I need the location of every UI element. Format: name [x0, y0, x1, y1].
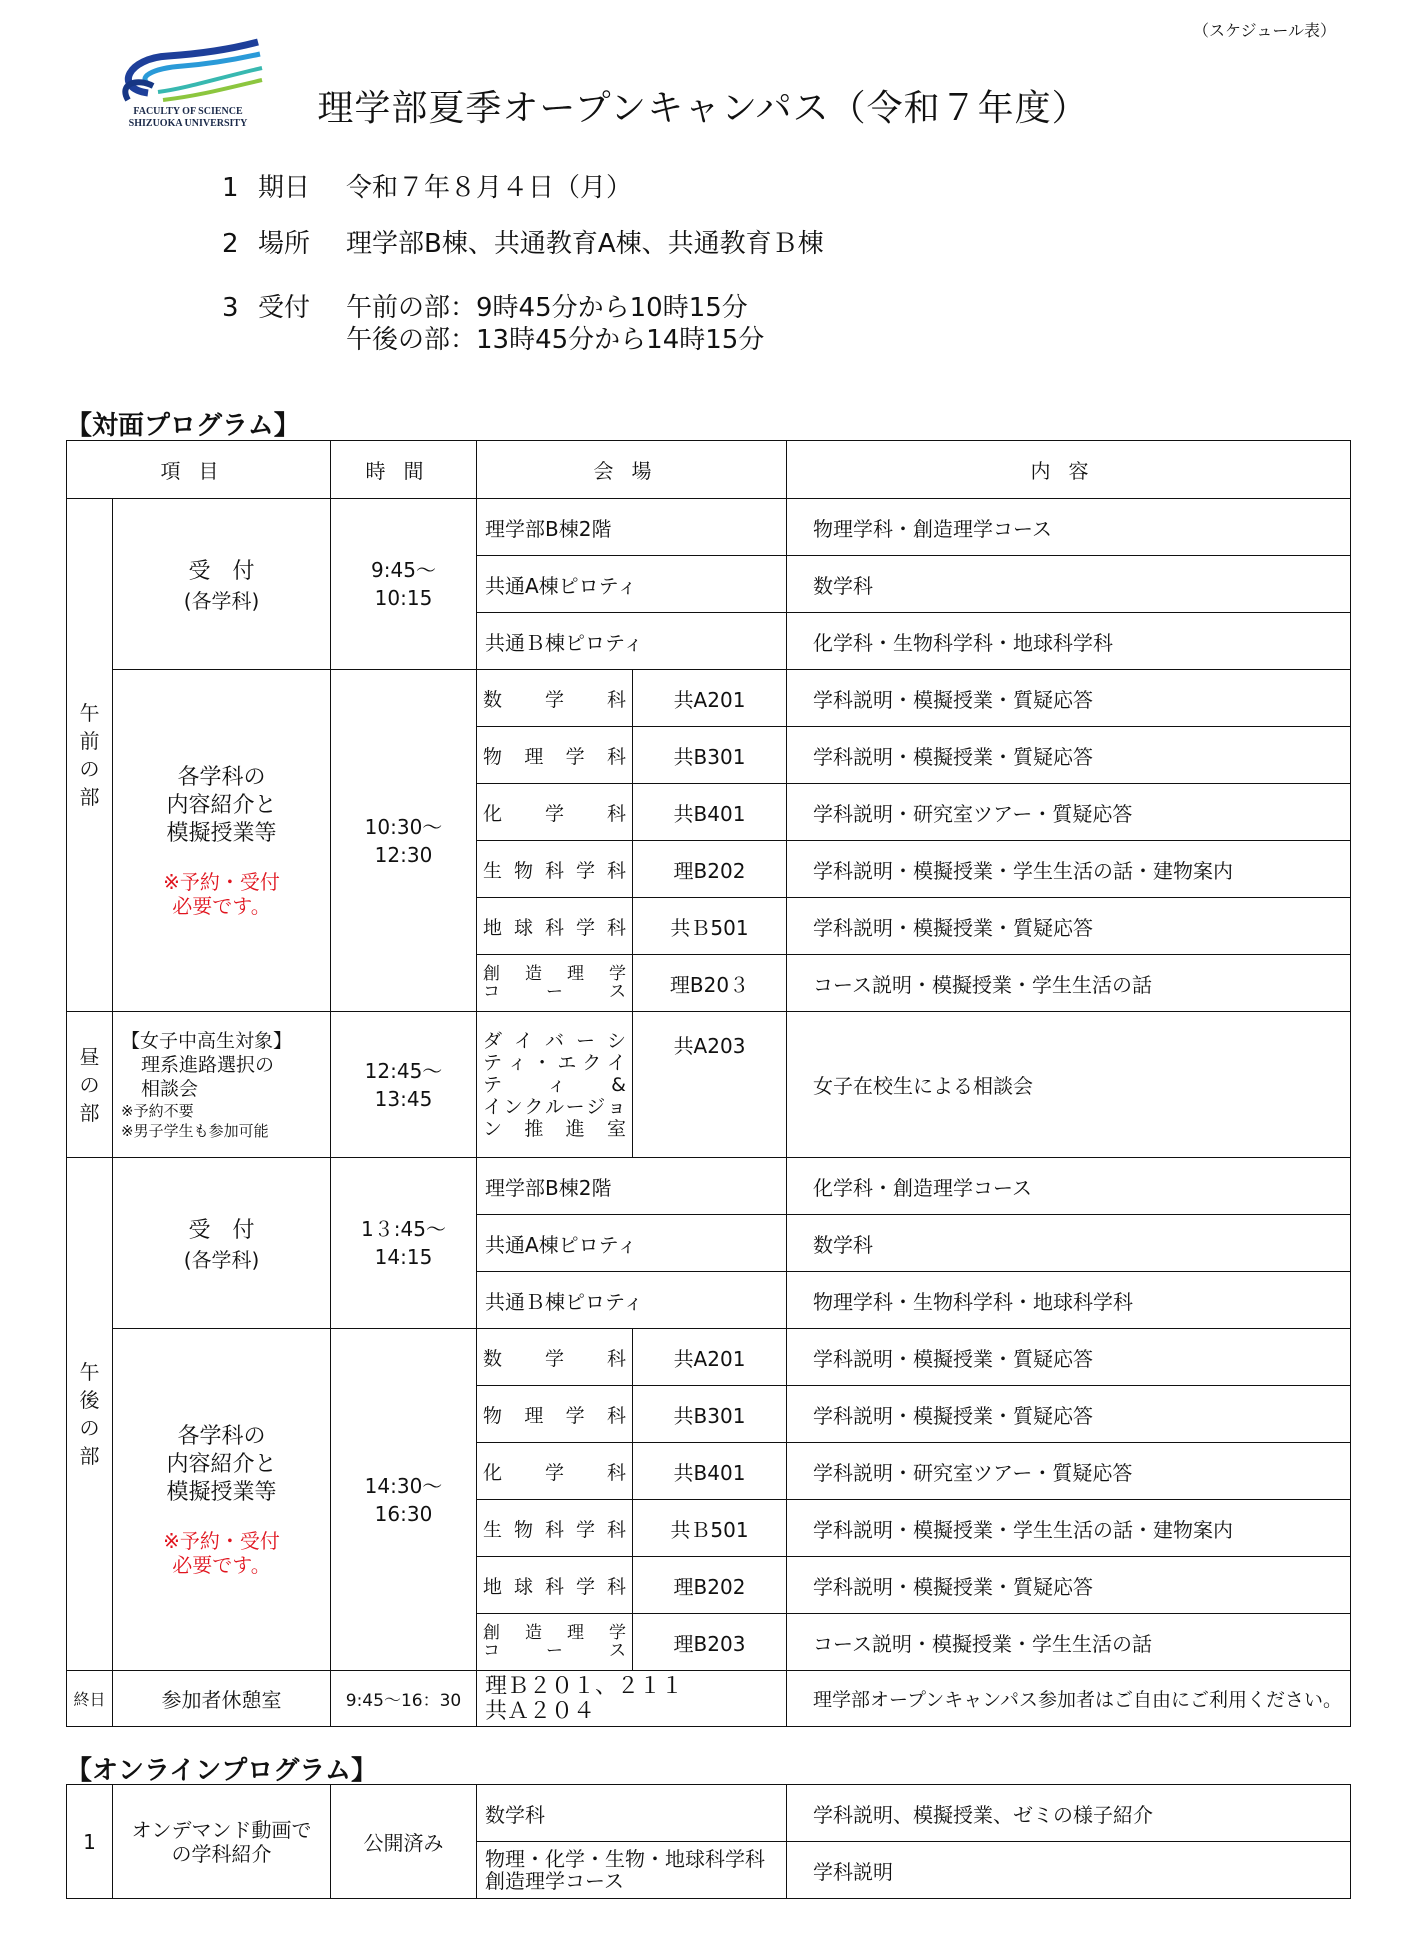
content-cell: 化学科・生物科学科・地球科学科: [787, 613, 1351, 670]
noon-item: 【女子中高生対象】 理系進路選択の 相談会 ※予約不要 ※男子学生も参加可能: [113, 1012, 331, 1158]
content-cell: 学科説明・模擬授業・質疑応答: [787, 1329, 1351, 1386]
online-time: 公開済み: [331, 1785, 477, 1899]
table-row: [67, 1158, 1351, 1215]
noon-venue: ダ イ バ ー シ テ ィ ・ エ ク イ テ ィ & イ ン ク ル ー ジ ョ ン 推 進 室: [477, 1012, 633, 1158]
online-item: オンデマンド動画で の学科紹介: [113, 1785, 331, 1899]
table-row: [67, 1671, 1351, 1727]
header-item: 項目: [67, 441, 331, 499]
content-cell: 女子在校生による相談会: [787, 1012, 1351, 1158]
info-reception: [222, 292, 748, 324]
room-cell: 共B301: [633, 1386, 787, 1443]
afternoon-reception-time: 1３:45〜 14:15: [331, 1158, 477, 1329]
table-header-row: [67, 441, 1351, 499]
room-cell: 共A201: [633, 670, 787, 727]
afternoon-label: 午 後 の 部: [67, 1158, 113, 1671]
dept-cell: 物 理 学 科: [477, 727, 633, 784]
logo-line-1: FACULTY OF SCIENCE: [133, 106, 243, 117]
content-cell: 物理学科・生物科学科・地球科学科: [787, 1272, 1351, 1329]
morning-label: 午 前 の 部: [67, 499, 113, 1012]
allday-time: 9:45〜16：30: [331, 1671, 477, 1727]
venue-cell: 共通Ｂ棟ピロティ: [477, 1272, 787, 1329]
content-cell: 物理学科・創造理学コース: [787, 499, 1351, 556]
noon-time: 12:45〜 13:45: [331, 1012, 477, 1158]
room-cell: 理B202: [633, 1557, 787, 1614]
allday-label: 終日: [67, 1671, 113, 1727]
table-row: [67, 1329, 1351, 1386]
venue-cell: 物理・化学・生物・地球科学科 創造理学コース: [477, 1842, 787, 1899]
info-date: [222, 172, 632, 204]
room-cell: 共B301: [633, 727, 787, 784]
content-cell: 化学科・創造理学コース: [787, 1158, 1351, 1215]
venue-cell: 共通A棟ピロティ: [477, 556, 787, 613]
dept-cell: 地 球 科 学 科: [477, 1557, 633, 1614]
room-cell: 共A203: [633, 1012, 787, 1158]
content-cell: 学科説明・模擬授業・学生生活の話・建物案内: [787, 841, 1351, 898]
content-cell: 学科説明・模擬授業・質疑応答: [787, 1557, 1351, 1614]
content-cell: 学科説明・模擬授業・学生生活の話・建物案内: [787, 1500, 1351, 1557]
header-content: 内容: [787, 441, 1351, 499]
dept-cell: 数 学 科: [477, 670, 633, 727]
room-cell: 共B401: [633, 784, 787, 841]
content-cell: 理学部オープンキャンパス参加者はご自由にご利用ください。: [787, 1671, 1351, 1727]
venue-cell: 理学部B棟2階: [477, 1158, 787, 1215]
morning-reception-item: 受 付 (各学科): [113, 499, 331, 670]
morning-reception-time: 9:45〜 10:15: [331, 499, 477, 670]
info-num: 2: [222, 229, 239, 259]
online-table: [66, 1784, 1351, 1899]
dept-cell: 化 学 科: [477, 784, 633, 841]
content-cell: 学科説明・模擬授業・質疑応答: [787, 1386, 1351, 1443]
dept-cell: 地 球 科 学 科: [477, 898, 633, 955]
info-key: 期日: [258, 173, 311, 203]
dept-cell: 物 理 学 科: [477, 1386, 633, 1443]
content-cell: 学科説明・研究室ツアー・質疑応答: [787, 1443, 1351, 1500]
dept-cell: 生 物 科 学 科: [477, 1500, 633, 1557]
dept-cell: 創 造 理 学 コ ー ス: [477, 1614, 633, 1671]
content-cell: 学科説明・模擬授業・質疑応答: [787, 898, 1351, 955]
content-cell: 数学科: [787, 556, 1351, 613]
dept-cell: 生 物 科 学 科: [477, 841, 633, 898]
info-num: 3: [222, 293, 239, 323]
info-value: 理学部B棟、共通教育A棟、共通教育Ｂ棟: [346, 229, 824, 259]
venue-cell: 理学部B棟2階: [477, 499, 787, 556]
content-cell: 学科説明、模擬授業、ゼミの様子紹介: [787, 1785, 1351, 1842]
room-cell: 共A201: [633, 1329, 787, 1386]
allday-item: 参加者休憩室: [113, 1671, 331, 1727]
venue-cell: 数学科: [477, 1785, 787, 1842]
room-cell: 理B203: [633, 1614, 787, 1671]
venue-cell: 共通A棟ピロティ: [477, 1215, 787, 1272]
content-cell: コース説明・模擬授業・学生生活の話: [787, 955, 1351, 1012]
room-cell: 共Ｂ501: [633, 1500, 787, 1557]
inperson-table: [66, 440, 1351, 1727]
morning-program-item: 各学科の 内容紹介と 模擬授業等 ※予約・受付 必要です。: [113, 670, 331, 1012]
info-key: 場所: [258, 229, 311, 259]
room-cell: 理B20３: [633, 955, 787, 1012]
content-cell: 数学科: [787, 1215, 1351, 1272]
dept-cell: 数 学 科: [477, 1329, 633, 1386]
online-num: 1: [67, 1785, 113, 1899]
info-value: 午前の部：9時45分から10時15分: [346, 293, 748, 323]
morning-program-time: 10:30〜 12:30: [331, 670, 477, 1012]
afternoon-reception-item: 受 付 (各学科): [113, 1158, 331, 1329]
afternoon-program-time: 14:30〜 16:30: [331, 1329, 477, 1671]
inperson-section-title: 【対面プログラム】: [66, 411, 300, 441]
content-cell: 学科説明: [787, 1842, 1351, 1899]
header-venue: 会場: [477, 441, 787, 499]
content-cell: 学科説明・模擬授業・質疑応答: [787, 727, 1351, 784]
venue-cell: 共通Ｂ棟ピロティ: [477, 613, 787, 670]
logo-line-2: SHIZUOKA UNIVERSITY: [128, 118, 248, 129]
dept-cell: 化 学 科: [477, 1443, 633, 1500]
noon-label: 昼 の 部: [67, 1012, 113, 1158]
table-row: [67, 499, 1351, 556]
info-place: [222, 228, 824, 260]
online-section-title: 【オンラインプログラム】: [66, 1756, 377, 1786]
table-row: [67, 1012, 1351, 1158]
page-title: 理学部夏季オープンキャンパス（令和７年度）: [317, 88, 1089, 129]
room-cell: 理B202: [633, 841, 787, 898]
info-key: 受付: [258, 293, 311, 323]
info-value: 令和７年８月４日（月）: [346, 173, 633, 203]
header-time: 時間: [331, 441, 477, 499]
content-cell: 学科説明・研究室ツアー・質疑応答: [787, 784, 1351, 841]
content-cell: コース説明・模擬授業・学生生活の話: [787, 1614, 1351, 1671]
afternoon-program-item: 各学科の 内容紹介と 模擬授業等 ※予約・受付 必要です。: [113, 1329, 331, 1671]
allday-venue: 理Ｂ２０１、２１１ 共Ａ２０４: [477, 1671, 787, 1727]
info-reception-afternoon: 午後の部：13時45分から14時15分: [346, 325, 765, 355]
room-cell: 共Ｂ501: [633, 898, 787, 955]
table-row: [67, 670, 1351, 727]
info-num: 1: [222, 173, 239, 203]
dept-cell: 創 造 理 学 コ ー ス: [477, 955, 633, 1012]
document-label: （スケジュール表）: [1192, 21, 1336, 40]
table-row: [67, 1785, 1351, 1842]
room-cell: 共B401: [633, 1443, 787, 1500]
content-cell: 学科説明・模擬授業・質疑応答: [787, 670, 1351, 727]
